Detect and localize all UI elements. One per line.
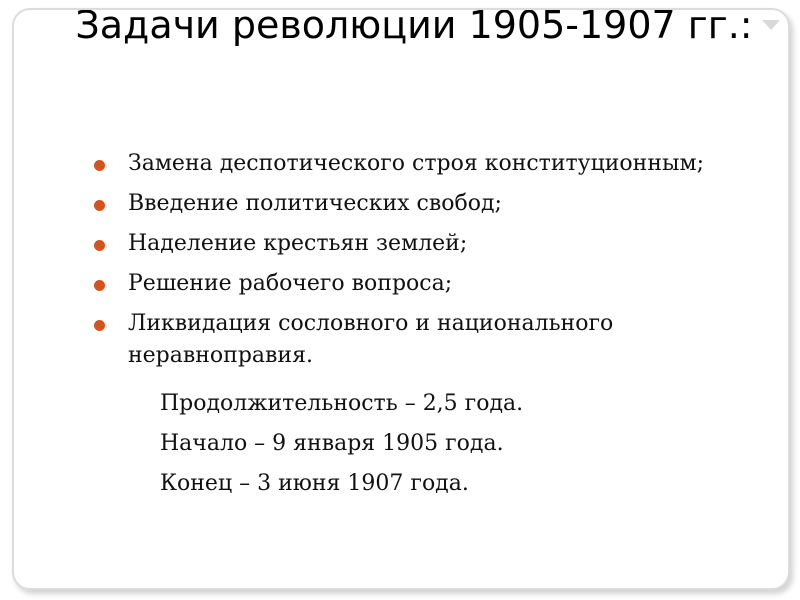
duration-text: Продолжительность – 2,5 года. [160,391,524,416]
start-date-text: Начало – 9 января 1905 года. [160,431,504,456]
list-item [94,268,754,300]
list-item-text: Решение рабочего вопроса; [128,271,453,296]
list-item [94,188,754,220]
list-item-text: Введение политических свобод; [128,191,502,216]
bullet-icon [94,320,105,331]
bullet-icon [94,160,105,171]
slide-frame [12,8,790,590]
bullet-icon [94,240,105,251]
list-item-text: Замена деспотического строя конституционным; [128,151,705,176]
end-date-text: Конец – 3 июня 1907 года. [160,471,469,496]
list-item [94,148,754,180]
list-item [94,308,754,372]
bullet-icon [94,200,105,211]
list-item [94,228,754,260]
task-list [94,148,754,380]
list-item-text: Ликвидация сословного и национального неравноправия. [128,311,614,368]
bullet-icon [94,280,105,291]
revolution-facts [160,384,523,504]
slide-title: Задачи революции 1905-1907 гг.: [75,8,753,47]
list-item-text: Наделение крестьян землей; [128,231,468,256]
